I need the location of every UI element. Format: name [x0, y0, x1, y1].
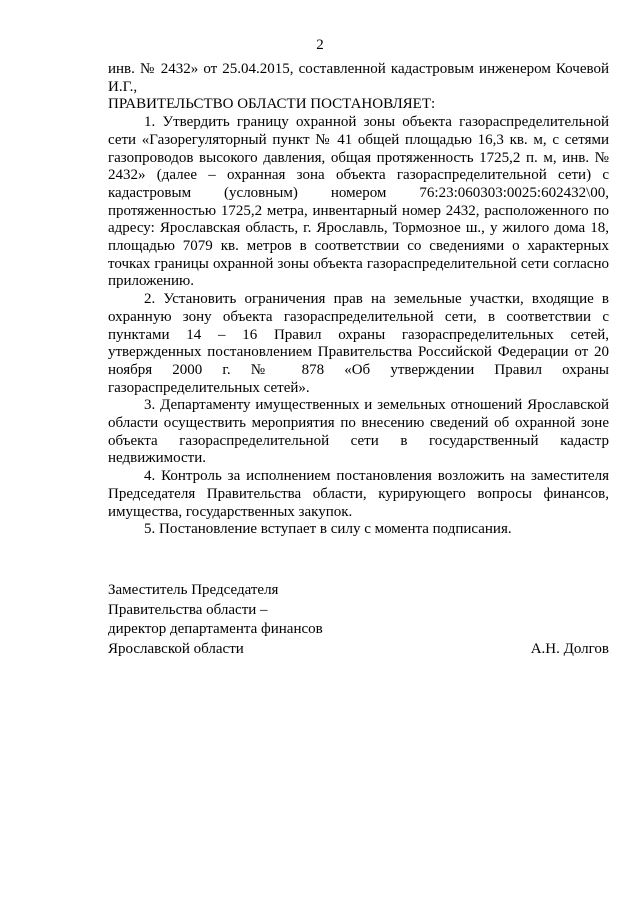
- signatory-title-line-3: директор департамента финансов: [108, 621, 323, 637]
- signatory-title-line-4: Ярославской области: [108, 640, 244, 657]
- resolution-item-1: 1. Утвердить границу охранной зоны объекта газораспределительной сети «Газорегуляторный пункт № 41 общей площадью 16,3 кв. м, с сетями газопроводов высокого давления, общая протяженность 1725,2 п. м, инв. № 2432» (далее – охранная зона объекта газораспределительной сети) с кадастровым (условным) номером 76:23:060303:0025:602432\00, протяженностью 1725,2 метра, инвентарный номер 2432, расположенного по адресу: Ярославская область, г. Ярославль, Тормозное ш., у жилого дома 18, площадью 7079 кв. метров в соответствии со сведениями о характерных точках границы охранной зоны объекта газораспределительной сети согласно приложению.: [108, 114, 609, 290]
- signatory-title-line-1: Заместитель Председателя: [108, 582, 279, 598]
- resolution-item-2: 2. Установить ограничения прав на земельные участки, входящие в охранную зону объекта газораспределительной сети, в соответствии с пунктами 14 – 16 Правил охраны газораспределительных сетей, утвержденных постановлением Правительства Российской Федерации от 20 ноября 2000 г. № 878 «Об утверждении Правил охраны газораспределительных сетей».: [108, 291, 609, 396]
- signatory-last-row: [108, 640, 609, 660]
- page-number: 2: [316, 37, 324, 53]
- resolution-item-3: 3. Департаменту имущественных и земельных отношений Ярославской области осуществить мероприятия по внесению сведений об охранной зоне объекта газораспределительной сети в государственный кадастр недвижимости.: [108, 397, 609, 467]
- signatory-name: А.Н. Долгов: [530, 640, 609, 657]
- document-body: [108, 61, 609, 539]
- resolution-item-5: 5. Постановление вступает в силу с момента подписания.: [144, 521, 512, 538]
- continuation-paragraph: инв. № 2432» от 25.04.2015, составленной кадастровым инженером Кочевой И.Г.,: [108, 61, 609, 95]
- signature-block: [108, 581, 609, 659]
- signatory-title-line-2: Правительства области –: [108, 601, 268, 618]
- resolution-item-4: 4. Контроль за исполнением постановления возложить на заместителя Председателя Правительства области, курирующего вопросы финансов, имущества, государственных закупок.: [108, 468, 609, 520]
- resolution-heading: ПРАВИТЕЛЬСТВО ОБЛАСТИ ПОСТАНОВЛЯЕТ:: [108, 96, 436, 113]
